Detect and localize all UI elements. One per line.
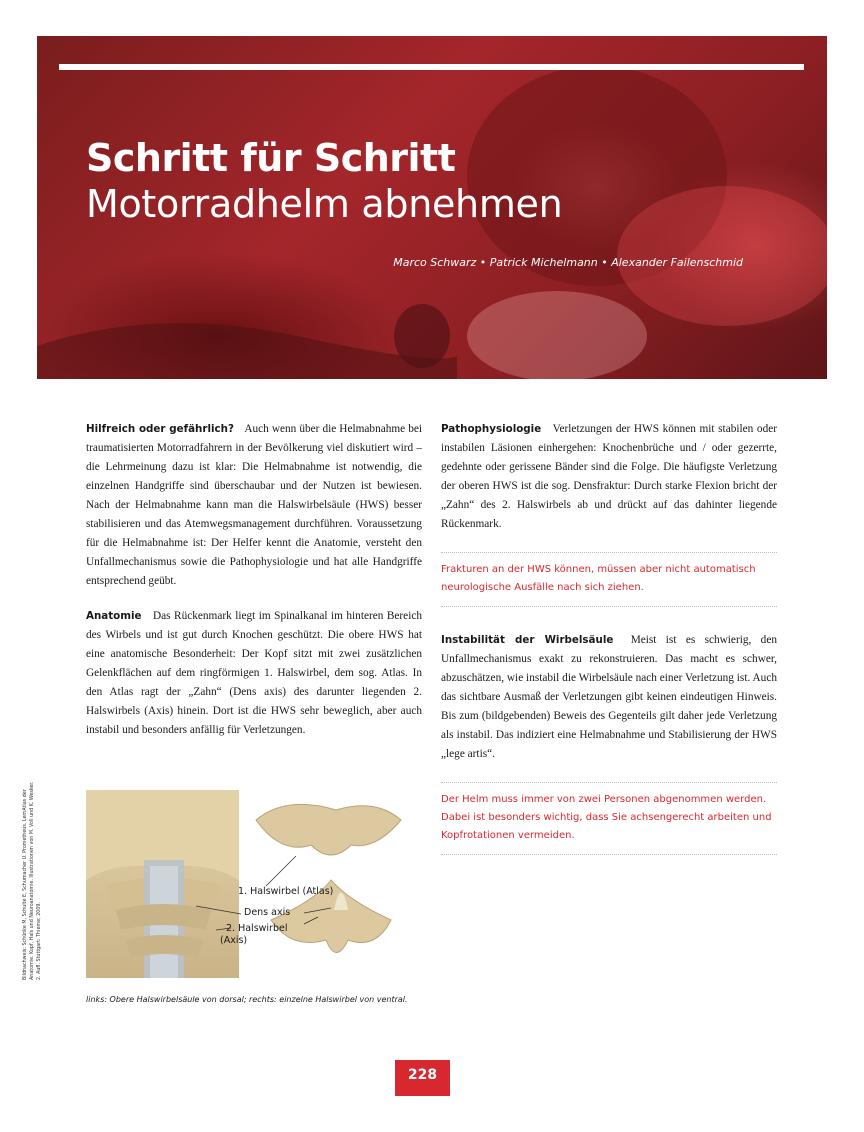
label-dens-axis: Dens axis [244,907,291,918]
callout-box: Der Helm muss immer von zwei Personen abgenommen werden. Dabei ist besonders wichtig, dass Sie achsengerecht arbeiten und Kopfrotationen vermeiden. [441,782,777,855]
hero-banner [37,36,827,379]
author-line: Marco Schwarz • Patrick Michelmann • Alexander Failenschmid [393,256,743,269]
page-subtitle: Motorradhelm abnehmen [86,182,563,226]
callout-box: Frakturen an der HWS können, müssen aber nicht automatisch neurologische Ausfälle nach sich ziehen. [441,552,777,607]
section-text: Meist ist es schwierig, den Unfallmechanismus exakt zu rekonstruieren. Das macht es schwer, abzuschätzen, wie instabil die Wirbelsäule nach einer Verletzung ist. Auch das sichtbare Ausmaß der Verletzungen gibt keinen eindeutigen Hinweis. Bis zum (bildgebenden) Beweis des Gegenteils gilt daher jede Verletzung als instabil. Das indiziert eine Helmabnahme und Stabilisierung der HWS „lege artis“. [441,634,777,760]
label-atlas: 1. Halswirbel (Atlas) [238,886,334,897]
label-axis-paren: (Axis) [220,935,248,946]
section-heading: Instabilität der Wirbelsäule [441,634,614,646]
section-paragraph [441,631,777,764]
anatomy-figure [86,790,421,980]
section-text: Verletzungen der HWS können mit stabilen oder instabilen Läsionen einhergehen: Knochenbrüche und / oder gezerrte, gedehnte oder gerissene Bänder sind die Folge. Die häufigste Verletzung der oberen HWS ist die sog. Densfraktur: Durch starke Flexion bricht der „Zahn“ des 2. Halswirbels ab und drückt auf das dahinter liegende Rückenmark. [441,423,777,530]
right-column [441,420,777,879]
label-axis: 2. Halswirbel [226,923,288,934]
image-credit: Bildnachweis: Schünke M, Schulte E, Schumacher U. Prometheus. LernAtlas der Anatomie. Kopf, Hals und Neuroanatomie. Illustrationen von M. Voll und K. Wesker. 2. Aufl. Stuttgart: Thieme; 2009. [23,781,42,980]
page-number: 228 [395,1060,450,1096]
figure-caption: links: Obere Halswirbelsäule von dorsal; rechts: einzelne Halswirbel von ventral. [86,995,408,1004]
page-title: Schritt für Schritt [86,136,456,180]
section-paragraph [86,607,422,740]
section-heading: Anatomie [86,610,142,622]
vertebrae-illustration [86,790,421,980]
section-text: Das Rückenmark liegt im Spinalkanal im hinteren Bereich des Wirbels und ist gut durch Knochen geschützt. Die obere HWS hat eine anatomische Besonderheit: Der Kopf sitzt mit zwei zusätzlichen Gelenkflächen auf dem ringförmigen 1. Halswirbel, dem sog. Atlas. In den Atlas ragt der „Zahn“ (Dens axis) des darunter liegenden 2. Halswirbels (Axis) hinein. Dort ist die HWS sehr beweglich, aber auch instabil und besonders anfällig für Verletzungen. [86,610,422,736]
section-text: Auch wenn über die Helmabnahme bei traumatisierten Motorradfahrern in der Bevölkerung viel diskutiert wird – die Lehrmeinung dazu ist klar: Die Helmabnahme ist notwendig, die einzelnen Handgriffe sind überschaubar und der Nutzen ist bewiesen. Nach der Helmabnahme kann man die Halswirbelsäule (HWS) besser stabilisieren und das Atemwegsmanagement durchführen. Voraussetzung für die Helmabnahme ist: Der Helfer kennt die Anatomie, versteht den Unfallmechanismus sowie die Pathophysiologie und hat alle Handgriffe entsprechend geübt. [86,423,423,587]
hero-rule [59,64,804,70]
section-heading: Pathophysiologie [441,423,542,435]
left-column [86,420,422,756]
section-paragraph [441,420,777,534]
section-heading: Hilfreich oder gefährlich? [86,423,234,435]
section-paragraph [86,420,422,591]
